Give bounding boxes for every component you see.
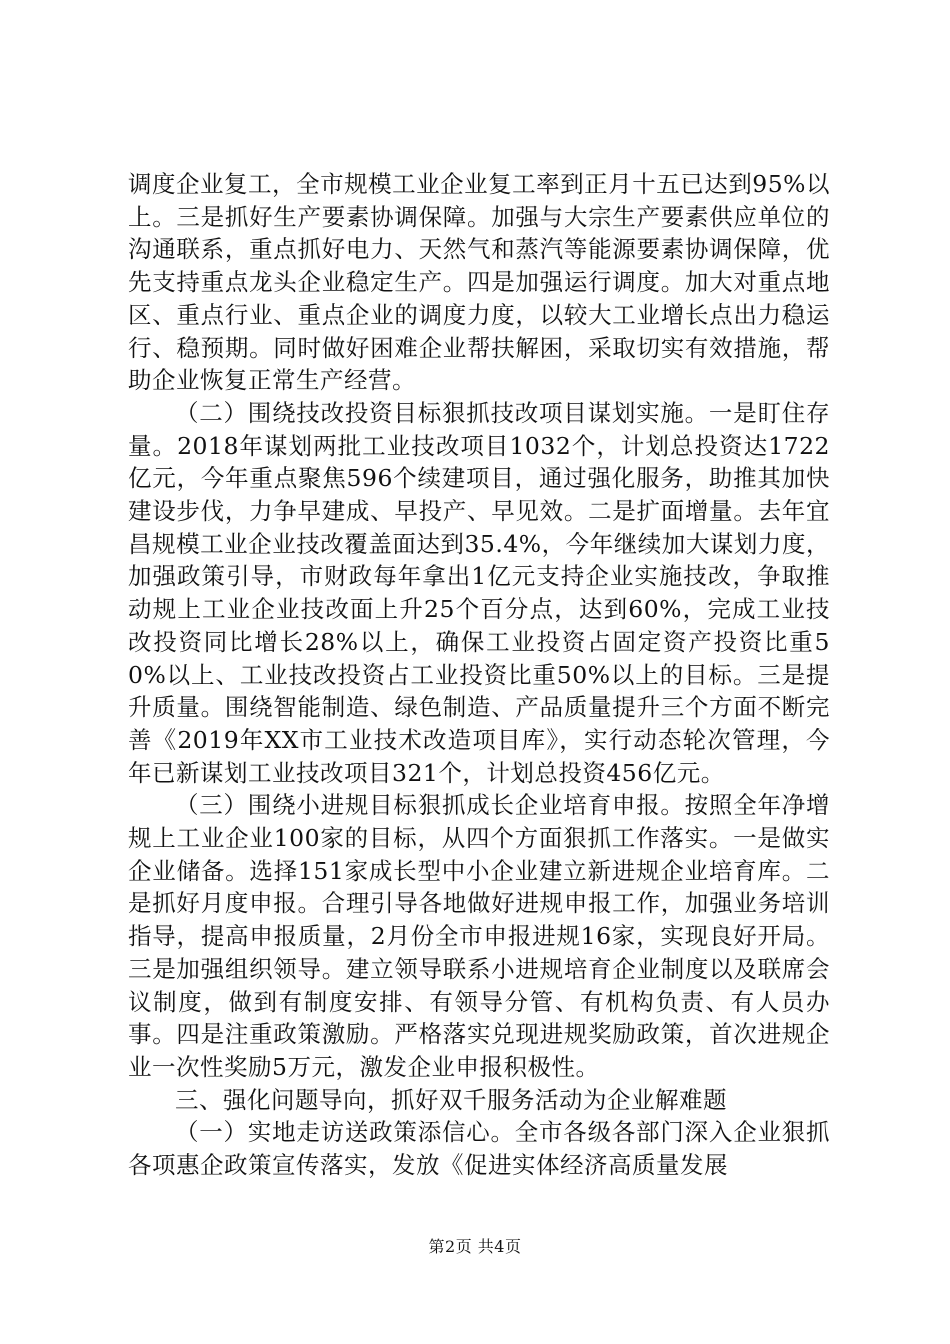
paragraph-section-3: （三）围绕小进规目标狠抓成长企业培育申报。按照全年净增规上工业企业100家的目标，从四个方面狠抓工作落实。一是做实企业储备。选择151家成长型中小企业建立新进规企业培育库。二是抓好月度申报。合理引导各地做好进规申报工作，加强业务培训指导，提高申报质量，2月份全市申报进规16家，实现良好开局。三是加强组织领导。建立领导联系小进规培育企业制度以及联席会议制度，做到有制度安排、有领导分管、有机构负责、有人员办事。四是注重政策激励。严格落实兑现进规奖励政策，首次进规企业一次性奖励5万元，激发企业申报积极性。 [128, 791, 830, 1081]
paragraph-subsection-1: （一）实地走访送政策添信心。全市各级各部门深入企业狠抓各项惠企政策宣传落实，发放《促进实体经济高质量发展 [128, 1118, 830, 1180]
document-body [128, 168, 830, 1182]
section-heading-three: 三、强化问题导向，抓好双千服务活动为企业解难题 [175, 1085, 727, 1114]
paragraph-continued: 调度企业复工，全市规模工业企业复工率到正月十五已达到95%以上。三是抓好生产要素协调保障。加强与大宗生产要素供应单位的沟通联系，重点抓好电力、天然气和蒸汽等能源要素协调保障，优先支持重点龙头企业稳定生产。四是加强运行调度。加大对重点地区、重点行业、重点企业的调度力度，以较大工业增长点出力稳运行、稳预期。同时做好困难企业帮扶解困，采取切实有效措施，帮助企业恢复正常生产经营。 [128, 170, 830, 395]
page-number-footer: 第2页 共4页 [428, 1237, 522, 1256]
paragraph-section-2: （二）围绕技改投资目标狠抓技改项目谋划实施。一是盯住存量。2018年谋划两批工业技改项目1032个，计划总投资达1722亿元，今年重点聚焦596个续建项目，通过强化服务，助推其加快建设步伐，力争早建成、早投产、早见效。二是扩面增量。去年宜昌规模工业企业技改覆盖面达到35.4%，今年继续加大谋划力度，加强政策引导，市财政每年拿出1亿元支持企业实施技改，争取推动规上工业企业技改面上升25个百分点，达到60%，完成工业技改投资同比增长28%以上，确保工业投资占固定资产投资比重50%以上、工业技改投资占工业投资比重50%以上的目标。三是提升质量。围绕智能制造、绿色制造、产品质量提升三个方面不断完善《2019年XX市工业技术改造项目库》，实行动态轮次管理，今年已新谋划工业技改项目321个，计划总投资456亿元。 [128, 398, 830, 787]
